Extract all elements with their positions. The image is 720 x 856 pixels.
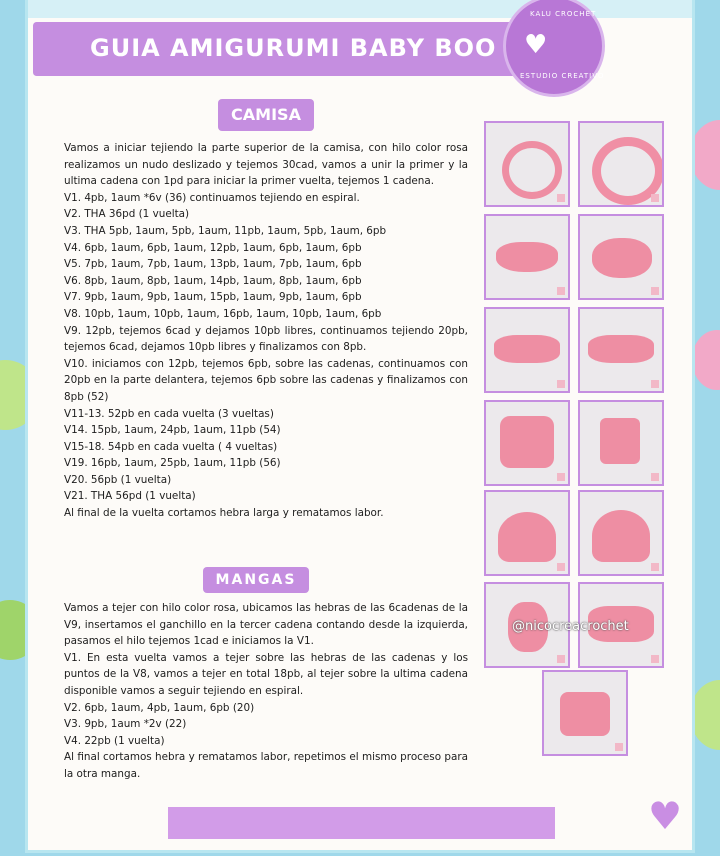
instruction-line: V3. 9pb, 1aum *2v (22)	[64, 718, 187, 731]
step-photo-2	[578, 121, 664, 207]
badge-text-top: KALU CROCHET	[530, 10, 597, 18]
mangas-intro: Vamos a tejer con hilo color rosa, ubicamos las hebras de las 6cadenas de la V9, insertamos el ganchillo en la tercer cadena contando desde la izquierda, pasamos el hilo tejemos 1cad e iniciamos la V1.	[64, 602, 468, 648]
background-dot	[690, 680, 720, 750]
background-dot	[690, 120, 720, 190]
background-dot	[692, 330, 720, 390]
footer-bar	[168, 807, 555, 839]
mangas-instructions	[64, 600, 468, 783]
section-heading-mangas: MANGAS	[203, 567, 309, 593]
instruction-line: Al final de la vuelta cortamos hebra larga y rematamos labor.	[64, 507, 384, 520]
instruction-line: V8. 10pb, 1aum, 10pb, 1aum, 16pb, 1aum, 10pb, 1aum, 6pb	[64, 307, 382, 320]
section-heading-camisa: CAMISA	[218, 99, 314, 131]
instruction-line: V9. 12pb, tejemos 6cad y dejamos 10pb libres, continuamos tejiendo 20pb, tejemos 6cad, dejamos 10pb libres y finalizamos con 8pb.	[64, 324, 468, 354]
instruction-line: V1. En esta vuelta vamos a tejer sobre las hebras de las cadenas y los puntos de la V8, vamos a tejer en total 18pb, al tejer sobre la ultima cadena disponible vamos a seguir tejiendo en espiral.	[64, 651, 468, 697]
step-photo-3	[484, 214, 570, 300]
instruction-line: V20. 56pb (1 vuelta)	[64, 473, 172, 486]
badge-text-bottom: ESTUDIO CREATIVO	[520, 72, 605, 80]
step-photo-8	[578, 400, 664, 486]
mangas-outro: Al final cortamos hebra y rematamos labor, repetimos el mismo proceso para la otra manga.	[64, 751, 468, 780]
page-title: GUIA AMIGURUMI BABY BOO	[90, 34, 497, 62]
instruction-line: V15-18. 54pb en cada vuelta ( 4 vueltas)	[64, 440, 278, 453]
instruction-line: V2. THA 36pd (1 vuelta)	[64, 208, 190, 221]
heart-icon: ♥	[524, 30, 548, 60]
camisa-instructions	[64, 140, 468, 522]
step-photo-9	[484, 490, 570, 576]
instruction-line: V5. 7pb, 1aum, 7pb, 1aum, 13pb, 1aum, 7pb, 1aum, 6pb	[64, 258, 362, 271]
instruction-line: V4. 22pb (1 vuelta)	[64, 734, 165, 747]
instruction-line: V10. iniciamos con 12pb, tejemos 6pb, sobre las cadenas, continuamos con 20pb en la parte delantera, tejemos 6pb sobre las cadenas y finalizamos con 8pb (52)	[64, 357, 468, 403]
step-photo-5	[484, 307, 570, 393]
instruction-line: V4. 6pb, 1aum, 6pb, 1aum, 12pb, 1aum, 6pb, 1aum, 6pb	[64, 241, 362, 254]
step-photo-1	[484, 121, 570, 207]
instruction-line: V21. THA 56pd (1 vuelta)	[64, 490, 196, 503]
step-photo-13	[542, 670, 628, 756]
instruction-line: V14. 15pb, 1aum, 24pb, 1aum, 11pb (54)	[64, 424, 281, 437]
instruction-line: V2. 6pb, 1aum, 4pb, 1aum, 6pb (20)	[64, 701, 255, 714]
instruction-line: V1. 4pb, 1aum *6v (36) continuamos tejiendo en espiral.	[64, 191, 360, 204]
tiktok-watermark: @nicocreacrochet	[512, 619, 629, 634]
instruction-line: V19. 16pb, 1aum, 25pb, 1aum, 11pb (56)	[64, 457, 281, 470]
step-photo-7	[484, 400, 570, 486]
instruction-line: V3. THA 5pb, 1aum, 5pb, 1aum, 11pb, 1aum, 5pb, 1aum, 6pb	[64, 224, 387, 237]
instruction-line: V7. 9pb, 1aum, 9pb, 1aum, 15pb, 1aum, 9pb, 1aum, 6pb	[64, 291, 362, 304]
camisa-intro: Vamos a iniciar tejiendo la parte superior de la camisa, con hilo color rosa realizamos un nudo deslizado y tejemos 30cad, vamos a unir la primer y la ultima cadena con 1pd para iniciar la primer vuelta, tejemos 1 cadena.	[64, 142, 468, 188]
step-photo-4	[578, 214, 664, 300]
heart-icon: ♥	[648, 794, 683, 838]
instruction-line: V11-13. 52pb en cada vuelta (3 vueltas)	[64, 407, 274, 420]
step-photo-6	[578, 307, 664, 393]
instruction-line: V6. 8pb, 1aum, 8pb, 1aum, 14pb, 1aum, 8pb, 1aum, 6pb	[64, 274, 362, 287]
step-photo-10	[578, 490, 664, 576]
